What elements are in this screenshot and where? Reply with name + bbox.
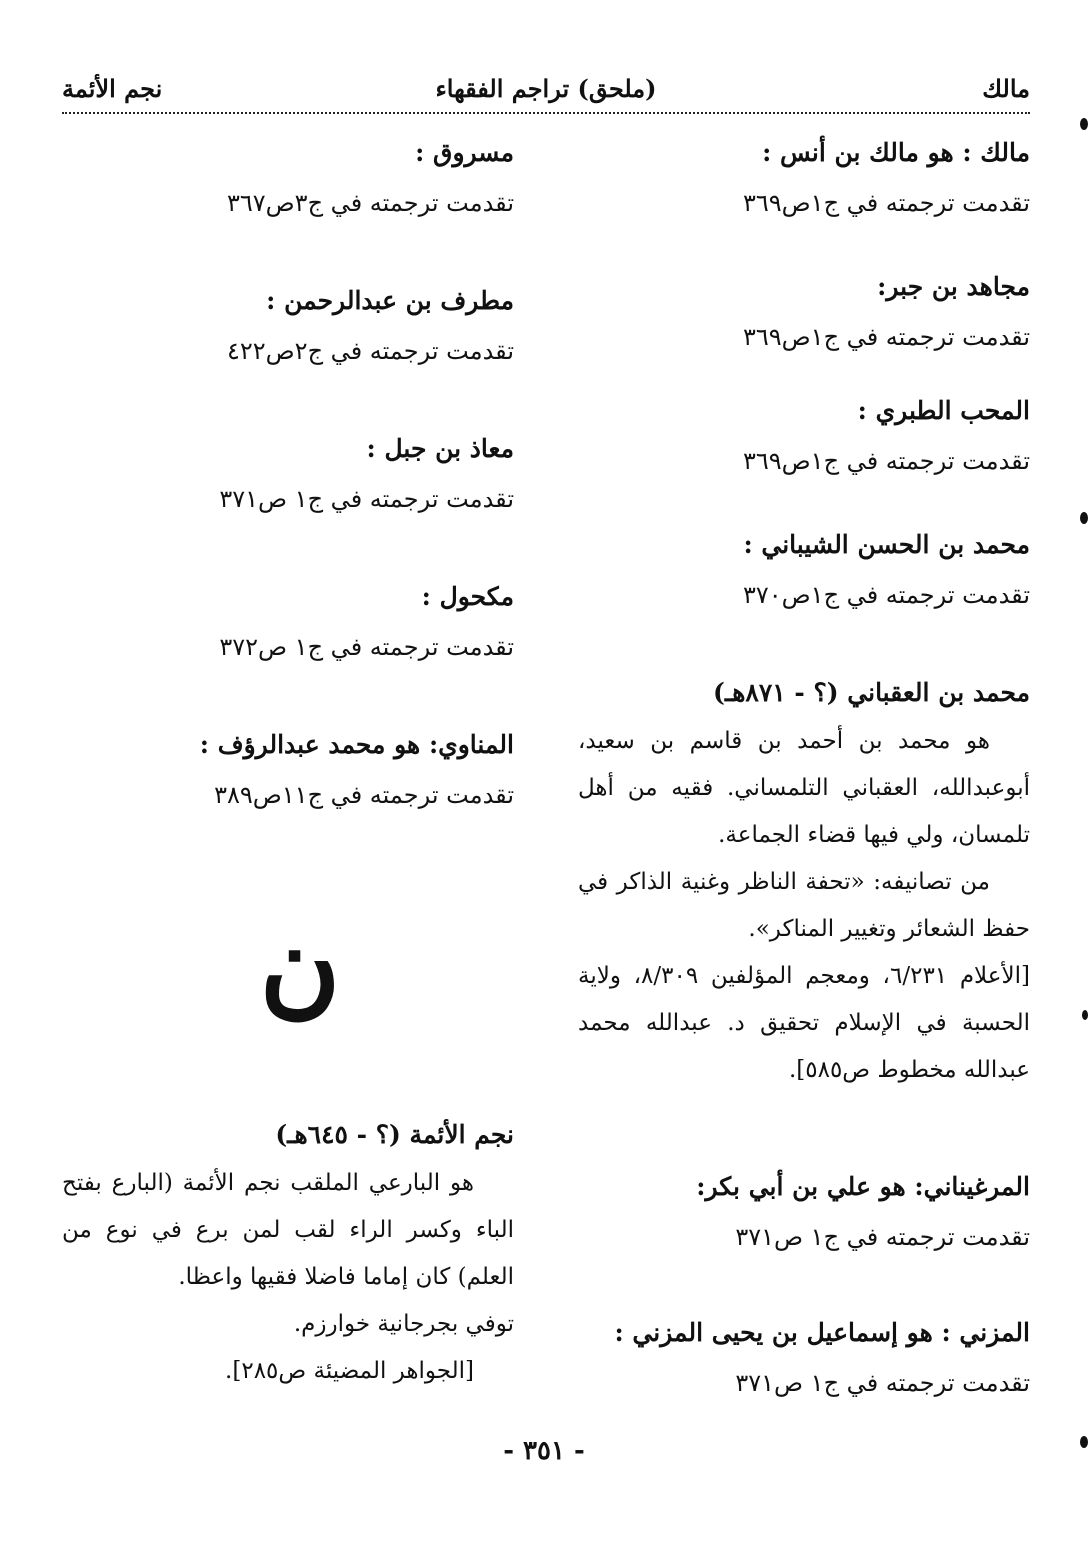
entry-muadh: [62, 424, 514, 524]
entry-paragraph: هو البارعي الملقب نجم الأئمة (البارع بفتح الباء وكسر الراء لقب لمن برع في نوع من العلم) كان إماما فاضلا فقيها واعظا.: [62, 1170, 514, 1290]
entry-name: مجاهد بن جبر:: [877, 272, 1030, 301]
entry-ref: تقدمت ترجمته في ج١ ص٣٧٢: [219, 633, 514, 661]
entry-malik: [578, 128, 1030, 228]
entry-paragraph: [الجواهر المضيئة ص٢٨٥].: [225, 1358, 474, 1384]
page-number: - ٣٥١ -: [503, 1436, 585, 1466]
entry-ref: تقدمت ترجمته في ج٢ص٤٢٢: [226, 337, 514, 365]
entry-paragraph: هو محمد بن أحمد بن قاسم بن سعيد، أبوعبدالله، العقباني التلمساني. فقيه من أهل تلمسان، ولي فيها قضاء الجماعة.: [578, 728, 1030, 848]
entry-name: مسروق :: [415, 138, 514, 167]
entry-name: المرغيناني: هو علي بن أبي بكر:: [696, 1172, 1030, 1201]
entry-name: نجم الأئمة (؟ - ٦٤٥هـ): [275, 1120, 514, 1149]
entry-uqbani: [578, 668, 1030, 1094]
entry-mutarrif: [62, 276, 514, 376]
entry-ref: تقدمت ترجمته في ج١ ص٣٧١: [735, 1223, 1030, 1251]
entry-name: معاذ بن جبل :: [366, 434, 514, 463]
entry-ref: تقدمت ترجمته في ج٣ص٣٦٧: [226, 189, 514, 217]
entry-ref: تقدمت ترجمته في ج١١ص٣٨٩: [214, 781, 514, 809]
entry-shaybani: [578, 520, 1030, 620]
entry-body: [578, 718, 1030, 1094]
entry-name: مالك : هو مالك بن أنس :: [762, 138, 1030, 167]
entry-name: محمد بن الحسن الشيباني :: [743, 530, 1030, 559]
running-header: [62, 68, 1030, 112]
entry-muzani: [578, 1308, 1030, 1408]
scan-edge-mark: [1080, 512, 1088, 524]
scan-edge-mark: [1082, 1010, 1088, 1020]
header-divider: [62, 112, 1030, 114]
header-right: مالك: [982, 74, 1030, 103]
header-center: (ملحق) تراجم الفقهاء: [435, 74, 657, 103]
entry-name: مطرف بن عبدالرحمن :: [266, 286, 514, 315]
entry-mujahid: [578, 262, 1030, 362]
entry-paragraph: [الأعلام ٦/٢٣١، ومعجم المؤلفين ٨/٣٠٩، ولاية الحسبة في الإسلام تحقيق د. عبدالله محمد عبدالله مخطوط ص٥٨٥].: [578, 963, 1030, 1083]
scan-edge-mark: [1080, 1436, 1088, 1448]
entry-ref: تقدمت ترجمته في ج١ص٣٧٠: [742, 581, 1030, 609]
scan-edge-mark: [1080, 118, 1088, 130]
entry-muhib-tabari: [578, 386, 1030, 486]
entry-name: المحب الطبري :: [857, 396, 1030, 425]
entry-makhul: [62, 572, 514, 672]
entry-marghinani: [578, 1162, 1030, 1262]
entry-munawi: [62, 720, 514, 820]
entry-ref: تقدمت ترجمته في ج١ص٣٦٩: [742, 447, 1030, 475]
entry-name: مكحول :: [421, 582, 514, 611]
header-left: نجم الأئمة: [62, 74, 163, 103]
section-letter: ن: [259, 900, 341, 1029]
entry-masruq: [62, 128, 514, 228]
entry-ref: تقدمت ترجمته في ج١ص٣٦٩: [742, 189, 1030, 217]
entry-name: محمد بن العقباني (؟ - ٨٧١هـ): [713, 678, 1030, 707]
entry-ref: تقدمت ترجمته في ج١ص٣٦٩: [742, 323, 1030, 351]
entry-ref: تقدمت ترجمته في ج١ ص٣٧١: [735, 1369, 1030, 1397]
entry-ref: تقدمت ترجمته في ج١ ص٣٧١: [219, 485, 514, 513]
entry-najm-aimma: [62, 1110, 514, 1395]
entry-body: [62, 1160, 514, 1395]
entry-name: المناوي: هو محمد عبدالرؤف :: [199, 730, 514, 759]
entry-paragraph: من تصانيفه: «تحفة الناظر وغنية الذاكر في حفظ الشعائر وتغيير المناكر».: [578, 869, 1030, 942]
entry-name: المزني : هو إسماعيل بن يحيى المزني :: [614, 1318, 1030, 1347]
entry-paragraph: توفي بجرجانية خوارزم.: [293, 1311, 514, 1337]
